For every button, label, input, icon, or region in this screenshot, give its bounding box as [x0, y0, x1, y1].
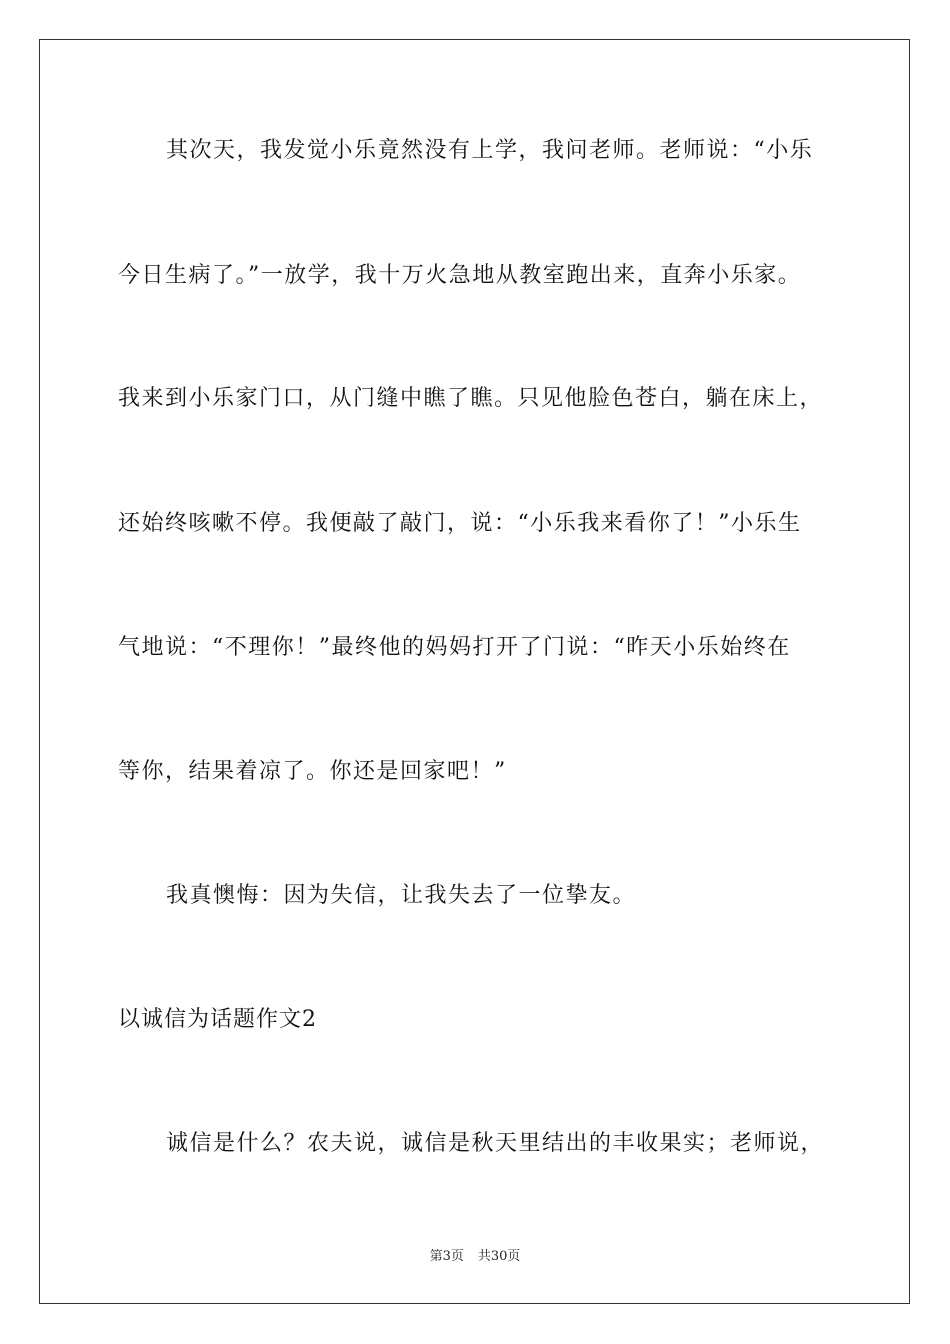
- page-total: 共30页: [477, 1249, 521, 1264]
- paragraph-line: 气地说：“不理你！”最终他的妈妈打开了门说：“昨天小乐始终在: [118, 635, 791, 660]
- page-border: [39, 39, 910, 1304]
- paragraph-line: 等你，结果着凉了。你还是回家吧！”: [118, 759, 507, 784]
- paragraph-line: 我来到小乐家门口，从门缝中瞧了瞧。只见他脸色苍白，躺在床上，: [118, 386, 824, 411]
- paragraph-line: 还始终咳嗽不停。我便敲了敲门，说：“小乐我来看你了！”小乐生: [118, 511, 802, 536]
- paragraph-line: 诚信是什么？农夫说，诚信是秋天里结出的丰收果实；老师说，: [166, 1131, 825, 1156]
- section-heading: 以诚信为话题作文2: [118, 1007, 317, 1032]
- paragraph-line: 其次天，我发觉小乐竟然没有上学，我问老师。老师说：“小乐: [166, 138, 814, 163]
- page-number: 第3页: [429, 1249, 464, 1264]
- paragraph-line: 今日生病了。”一放学，我十万火急地从教室跑出来，直奔小乐家。: [118, 263, 802, 288]
- paragraph-line: 我真懊悔：因为失信，让我失去了一位挚友。: [166, 883, 637, 908]
- page-footer: [0, 1248, 950, 1266]
